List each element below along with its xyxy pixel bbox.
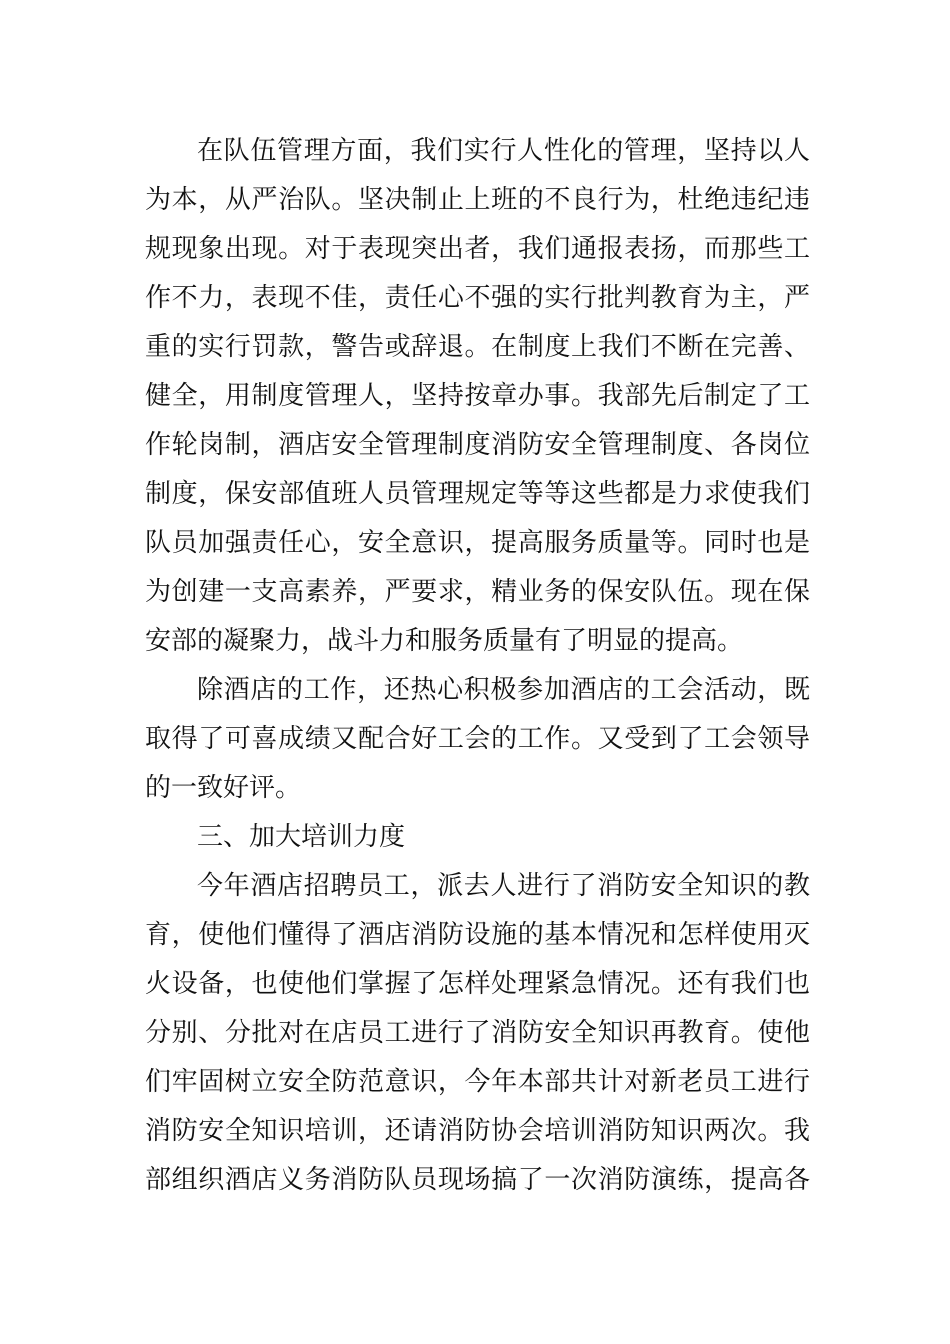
paragraph-training [145, 862, 810, 1205]
section-heading: 三、加大培训力度 [197, 822, 406, 852]
text-line: 重的实行罚款，警告或辞退。在制度上我们不断在完善、 [145, 332, 810, 362]
paragraph-team-management [145, 127, 810, 666]
text-line: 在队伍管理方面，我们实行人性化的管理，坚持以人 [197, 136, 810, 166]
text-line: 分别、分批对在店员工进行了消防安全知识再教育。使他 [145, 1018, 810, 1048]
text-line: 作不力，表现不佳，责任心不强的实行批判教育为主，严 [145, 283, 810, 313]
text-line: 火设备，也使他们掌握了怎样处理紧急情况。还有我们也 [145, 969, 810, 999]
text-line: 作轮岗制，酒店安全管理制度消防安全管理制度、各岗位 [145, 430, 810, 460]
text-line: 的一致好评。 [145, 773, 302, 803]
text-line: 为创建一支高素养，严要求，精业务的保安队伍。现在保 [145, 577, 810, 607]
document-body [145, 127, 810, 1205]
text-line: 们牢固树立安全防范意识，今年本部共计对新老员工进行 [145, 1067, 810, 1097]
section-heading-training [145, 813, 810, 862]
text-line: 部组织酒店义务消防队员现场搞了一次消防演练，提高各 [145, 1165, 810, 1195]
text-line: 制度，保安部值班人员管理规定等等这些都是力求使我们 [145, 479, 810, 509]
paragraph-union-activities [145, 666, 810, 813]
text-line: 安部的凝聚力，战斗力和服务质量有了明显的提高。 [145, 626, 744, 656]
text-line: 育，使他们懂得了酒店消防设施的基本情况和怎样使用灭 [145, 920, 810, 950]
text-line: 为本，从严治队。坚决制止上班的不良行为，杜绝违纪违 [145, 185, 810, 215]
text-line: 队员加强责任心，安全意识，提高服务质量等。同时也是 [145, 528, 810, 558]
text-line: 健全，用制度管理人，坚持按章办事。我部先后制定了工 [145, 381, 810, 411]
text-line: 消防安全知识培训，还请消防协会培训消防知识两次。我 [145, 1116, 810, 1146]
text-line: 今年酒店招聘员工，派去人进行了消防安全知识的教 [197, 871, 810, 901]
text-line: 除酒店的工作，还热心积极参加酒店的工会活动，既 [197, 675, 810, 705]
text-line: 取得了可喜成绩又配合好工会的工作。又受到了工会领导 [145, 724, 810, 754]
text-line: 规现象出现。对于表现突出者，我们通报表扬，而那些工 [145, 234, 810, 264]
